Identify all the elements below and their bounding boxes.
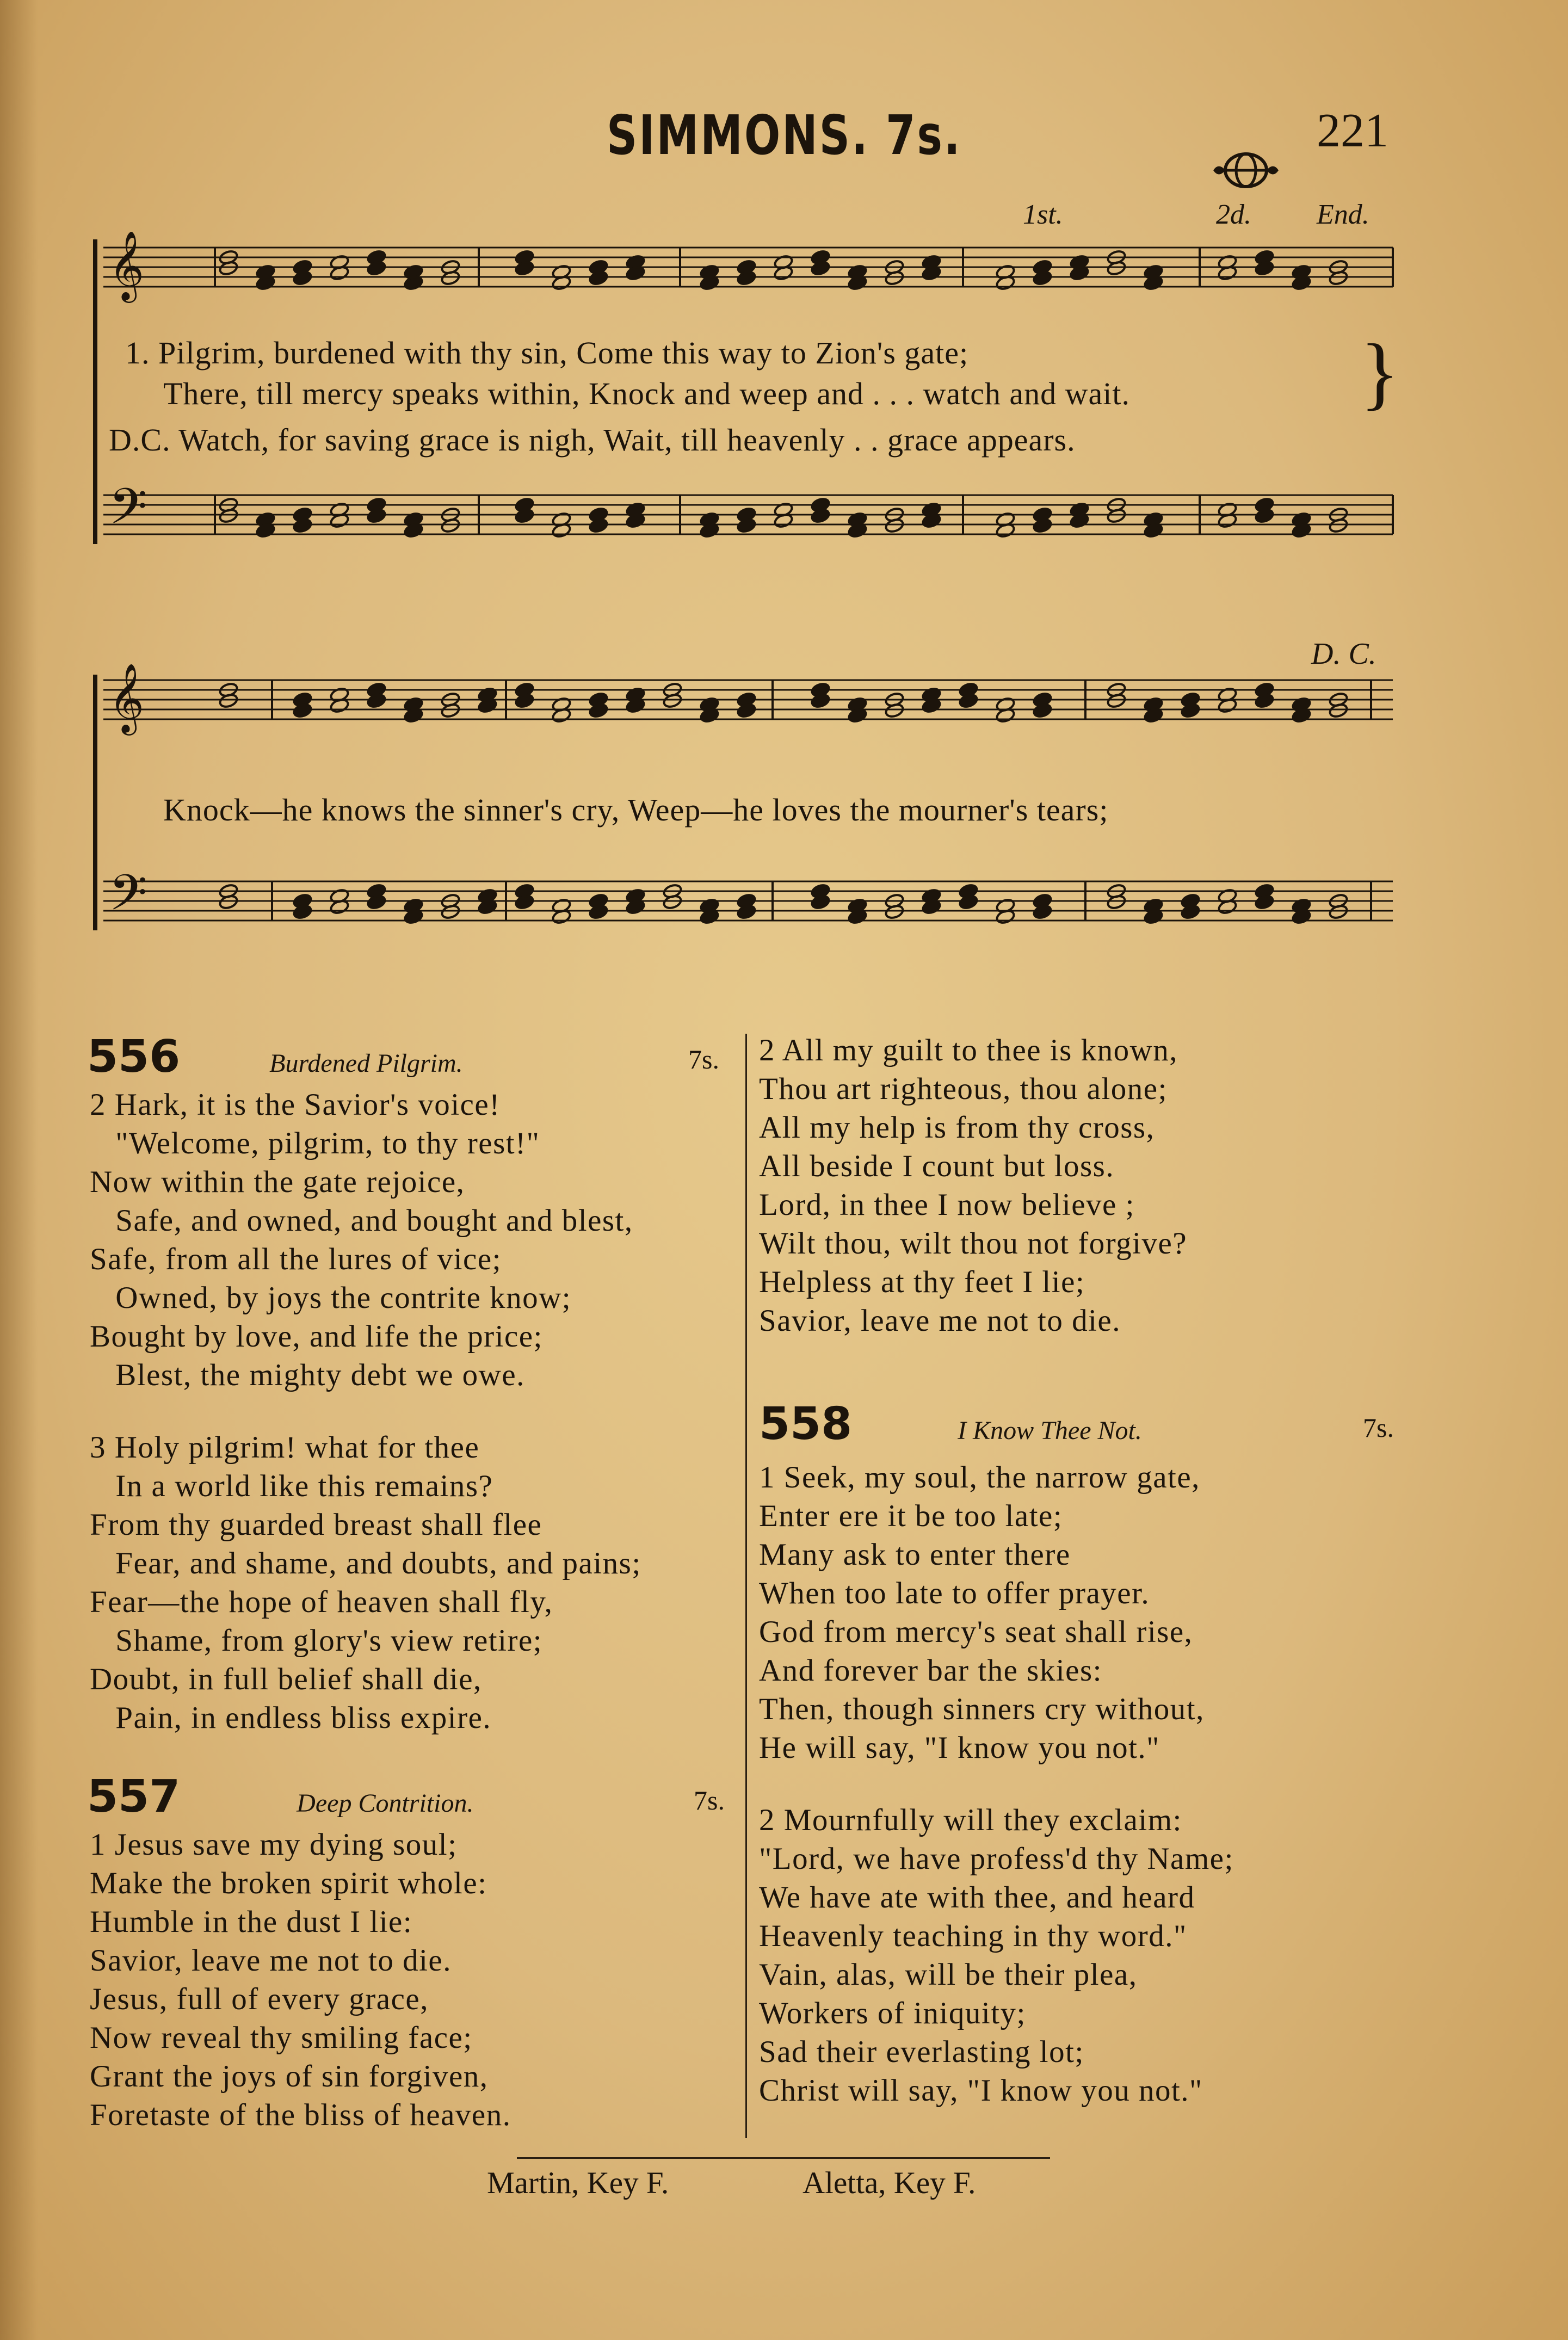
hymn-556-header xyxy=(87,1031,463,1083)
lyric-line-2: There, till mercy speaks within, Knock and weep and . . . watch and wait. xyxy=(163,376,1131,411)
hymn-title: Burdened Pilgrim. xyxy=(269,1049,463,1078)
hymn-556-verse-2: 2 Hark, it is the Savior's voice! "Welcome, pilgrim, to thy rest!" Now within the gate rejoice, Safe, and owned, and bought and blest, Safe, from all the lures of vice; Owned, by joys the contrite know; Bought by love, and life the price; Blest, the mighty debt we owe. xyxy=(90,1088,633,1392)
hymn-557-verse-2: 2 All my guilt to thee is known, Thou art righteous, thou alone; All my help is from thy cross, All beside I count but loss. Lord, in thee I now believe ; Wilt thou, wilt thou not forgive? Helpless at thy feet I lie; Savior, leave me not to die. xyxy=(759,1033,1188,1338)
music-staves xyxy=(0,0,1568,1007)
footer-tune-left: Martin, Key F. xyxy=(487,2166,669,2200)
column-divider xyxy=(745,1034,747,2138)
hymn-meter: 7s. xyxy=(688,1044,719,1075)
brace-glyph: } xyxy=(1360,328,1399,418)
lyric-line-4: Knock—he knows the sinner's cry, Weep—he loves the mourner's tears; xyxy=(163,792,1109,828)
hymn-meter: 7s. xyxy=(1363,1412,1394,1443)
hymn-meter: 7s. xyxy=(694,1785,725,1816)
lyric-line-1: 1. Pilgrim, burdened with thy sin, Come this way to Zion's gate; xyxy=(125,335,969,371)
bass-clef-icon: 𝄢 xyxy=(109,478,147,547)
page-number: 221 xyxy=(1317,104,1388,157)
end-mark: End. xyxy=(1317,199,1369,230)
hymn-558-verse-2: 2 Mournfully will they exclaim: "Lord, we have profess'd thy Name; We have ate with thee, and heard Heavenly teaching in thy word." Vain, alas, will be their plea, Workers of iniquity; Sad their everlasting lot; Christ will say, "I know you not." xyxy=(759,1803,1234,2108)
hymn-557-verse-1: 1 Jesus save my dying soul; Make the broken spirit whole: Humble in the dust I lie: Savior, leave me not to die. Jesus, full of every grace, Now reveal thy smiling face; Grant the joys of sin forgiven, Foretaste of the bliss of heaven. xyxy=(90,1827,511,2132)
treble-clef-icon: 𝄞 xyxy=(109,230,145,300)
hymn-556-verse-3: 3 Holy pilgrim! what for thee In a world like this remains? From thy guarded breast shall flee Fear, and shame, and doubts, and pains; Fear—the hope of heaven shall fly, Shame, from glory's view retire; Doubt, in full belief shall die, Pain, in endless bliss expire. xyxy=(90,1430,641,1735)
hymn-title: I Know Thee Not. xyxy=(958,1416,1142,1445)
bass-clef-icon: 𝄢 xyxy=(109,864,147,934)
da-capo-mark: D. C. xyxy=(1311,637,1376,671)
tune-title: SIMMONS. 7s. xyxy=(606,103,962,167)
treble-clef-icon: 𝄞 xyxy=(109,663,145,732)
hymn-558-verse-1: 1 Seek, my soul, the narrow gate, Enter ere it be too late; Many ask to enter there When too late to offer prayer. God from mercy's seat shall rise, And forever bar the skies: Then, though sinners cry without, He will say, "I know you not." xyxy=(759,1460,1205,1765)
hymn-number: 558 xyxy=(759,1398,853,1450)
footer-tune-right: Aletta, Key F. xyxy=(802,2166,976,2200)
second-ending-mark: 2d. xyxy=(1216,199,1251,230)
hymn-557-header xyxy=(87,1771,473,1823)
hymn-number: 556 xyxy=(87,1031,181,1083)
hymn-558-header xyxy=(759,1398,1142,1450)
first-ending-mark: 1st. xyxy=(1023,199,1063,230)
footer-rule xyxy=(517,2157,1050,2159)
hymn-number: 557 xyxy=(87,1771,181,1823)
hymn-title: Deep Contrition. xyxy=(297,1789,474,1818)
lyric-line-3: D.C. Watch, for saving grace is nigh, Wait, till heavenly . . grace appears. xyxy=(109,422,1076,458)
